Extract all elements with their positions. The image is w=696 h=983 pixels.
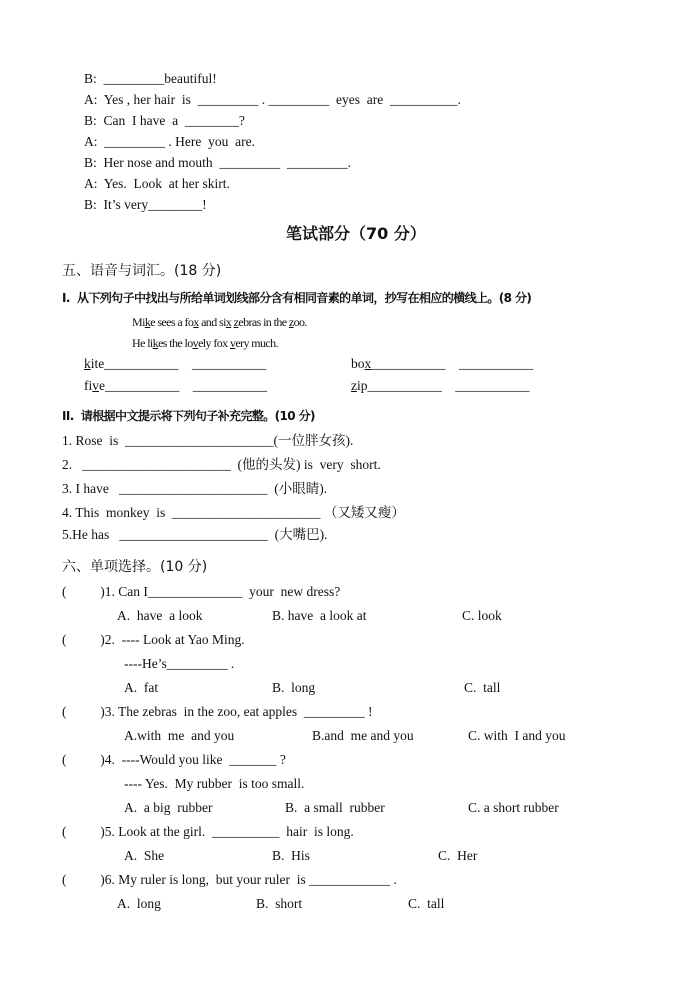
option-b: B. long: [272, 680, 316, 695]
fill-item: 1. Rose is ______________________(一位胖女孩).: [62, 433, 354, 448]
option-b: B.and me and you: [312, 728, 414, 743]
phonics-sentence-2: He likes the lovely fox very much.: [132, 336, 278, 350]
word-row-five: five___________ ___________: [84, 378, 267, 393]
question-stem: ( )4. ----Would you like _______ ?: [62, 752, 286, 767]
option-c: C. Her: [438, 848, 478, 863]
part1-heading: I. 从下列句子中找出与所给单词划线部分含有相同音素的单词，抄写在相应的横线上。(8 分): [62, 291, 532, 305]
question-response: ----He’s_________ .: [124, 656, 235, 671]
fill-item: 2. ______________________ (他的头发) is very short.: [62, 457, 381, 472]
fill-item: 4. This monkey is ______________________ （又矮又瘦）: [62, 505, 405, 520]
option-c: C. tall: [408, 896, 445, 911]
section6-heading: 六、单项选择。(10 分): [62, 559, 208, 575]
question-stem: ( )3. The zebras in the zoo, eat apples _________ !: [62, 704, 373, 719]
option-b: B. His: [272, 848, 310, 863]
question-stem: ( )5. Look at the girl. __________ hair is long.: [62, 824, 354, 839]
dialogue-line: A: Yes. Look at her skirt.: [84, 176, 230, 191]
option-a: A. She: [124, 848, 165, 863]
answer-blanks: ___________ ___________: [367, 378, 530, 393]
option-a: A. long: [117, 896, 161, 911]
question-stem: ( )1. Can I______________ your new dress?: [62, 584, 341, 599]
dialogue-line: A: _________ . Here you are.: [84, 134, 255, 149]
option-b: B. have a look at: [272, 608, 367, 623]
part2-heading: II. 请根据中文提示将下列句子补充完整。(10 分): [62, 409, 315, 423]
option-a: A. have a look: [117, 608, 203, 623]
dialogue-line: B: _________beautiful!: [84, 71, 217, 86]
question-stem: ( )2. ---- Look at Yao Ming.: [62, 632, 245, 647]
option-a: A. fat: [124, 680, 159, 695]
dialogue-line: B: Can I have a ________?: [84, 113, 245, 128]
option-b: B. short: [256, 896, 303, 911]
question-stem: ( )6. My ruler is long, but your ruler is ____________ .: [62, 872, 397, 887]
option-b: B. a small rubber: [285, 800, 385, 815]
word-row-zip: zip___________ ___________: [351, 378, 530, 393]
answer-blanks: ___________ ___________: [105, 378, 267, 393]
phonics-sentence-1: Mike sees a fox and six zebras in the zoo.: [132, 315, 307, 329]
section5-heading: 五、语音与词汇。(18 分): [62, 263, 222, 279]
dialogue-line: B: Her nose and mouth _________ _________.: [84, 155, 351, 170]
word-row-box: box___________ ___________: [351, 356, 534, 371]
fill-item: 5.He has ______________________ (大嘴巴).: [62, 527, 328, 542]
section-title: 笔试部分（70 分）: [286, 224, 426, 243]
option-c: C. a short rubber: [468, 800, 559, 815]
option-a: A.with me and you: [124, 728, 235, 743]
question-response: ---- Yes. My rubber is too small.: [124, 776, 305, 791]
dialogue-line: A: Yes , her hair is _________ . _________ eyes are __________.: [84, 92, 461, 107]
option-a: A. a big rubber: [124, 800, 213, 815]
answer-blanks: ___________ ___________: [371, 356, 534, 371]
dialogue-line: B: It’s very________!: [84, 197, 207, 212]
answer-blanks: ___________ ___________: [104, 356, 267, 371]
option-c: C. look: [462, 608, 502, 623]
fill-item: 3. I have ______________________ (小眼睛).: [62, 481, 328, 496]
word-row-kite: kite___________ ___________: [84, 356, 267, 371]
option-c: C. tall: [464, 680, 501, 695]
option-c: C. with I and you: [468, 728, 566, 743]
